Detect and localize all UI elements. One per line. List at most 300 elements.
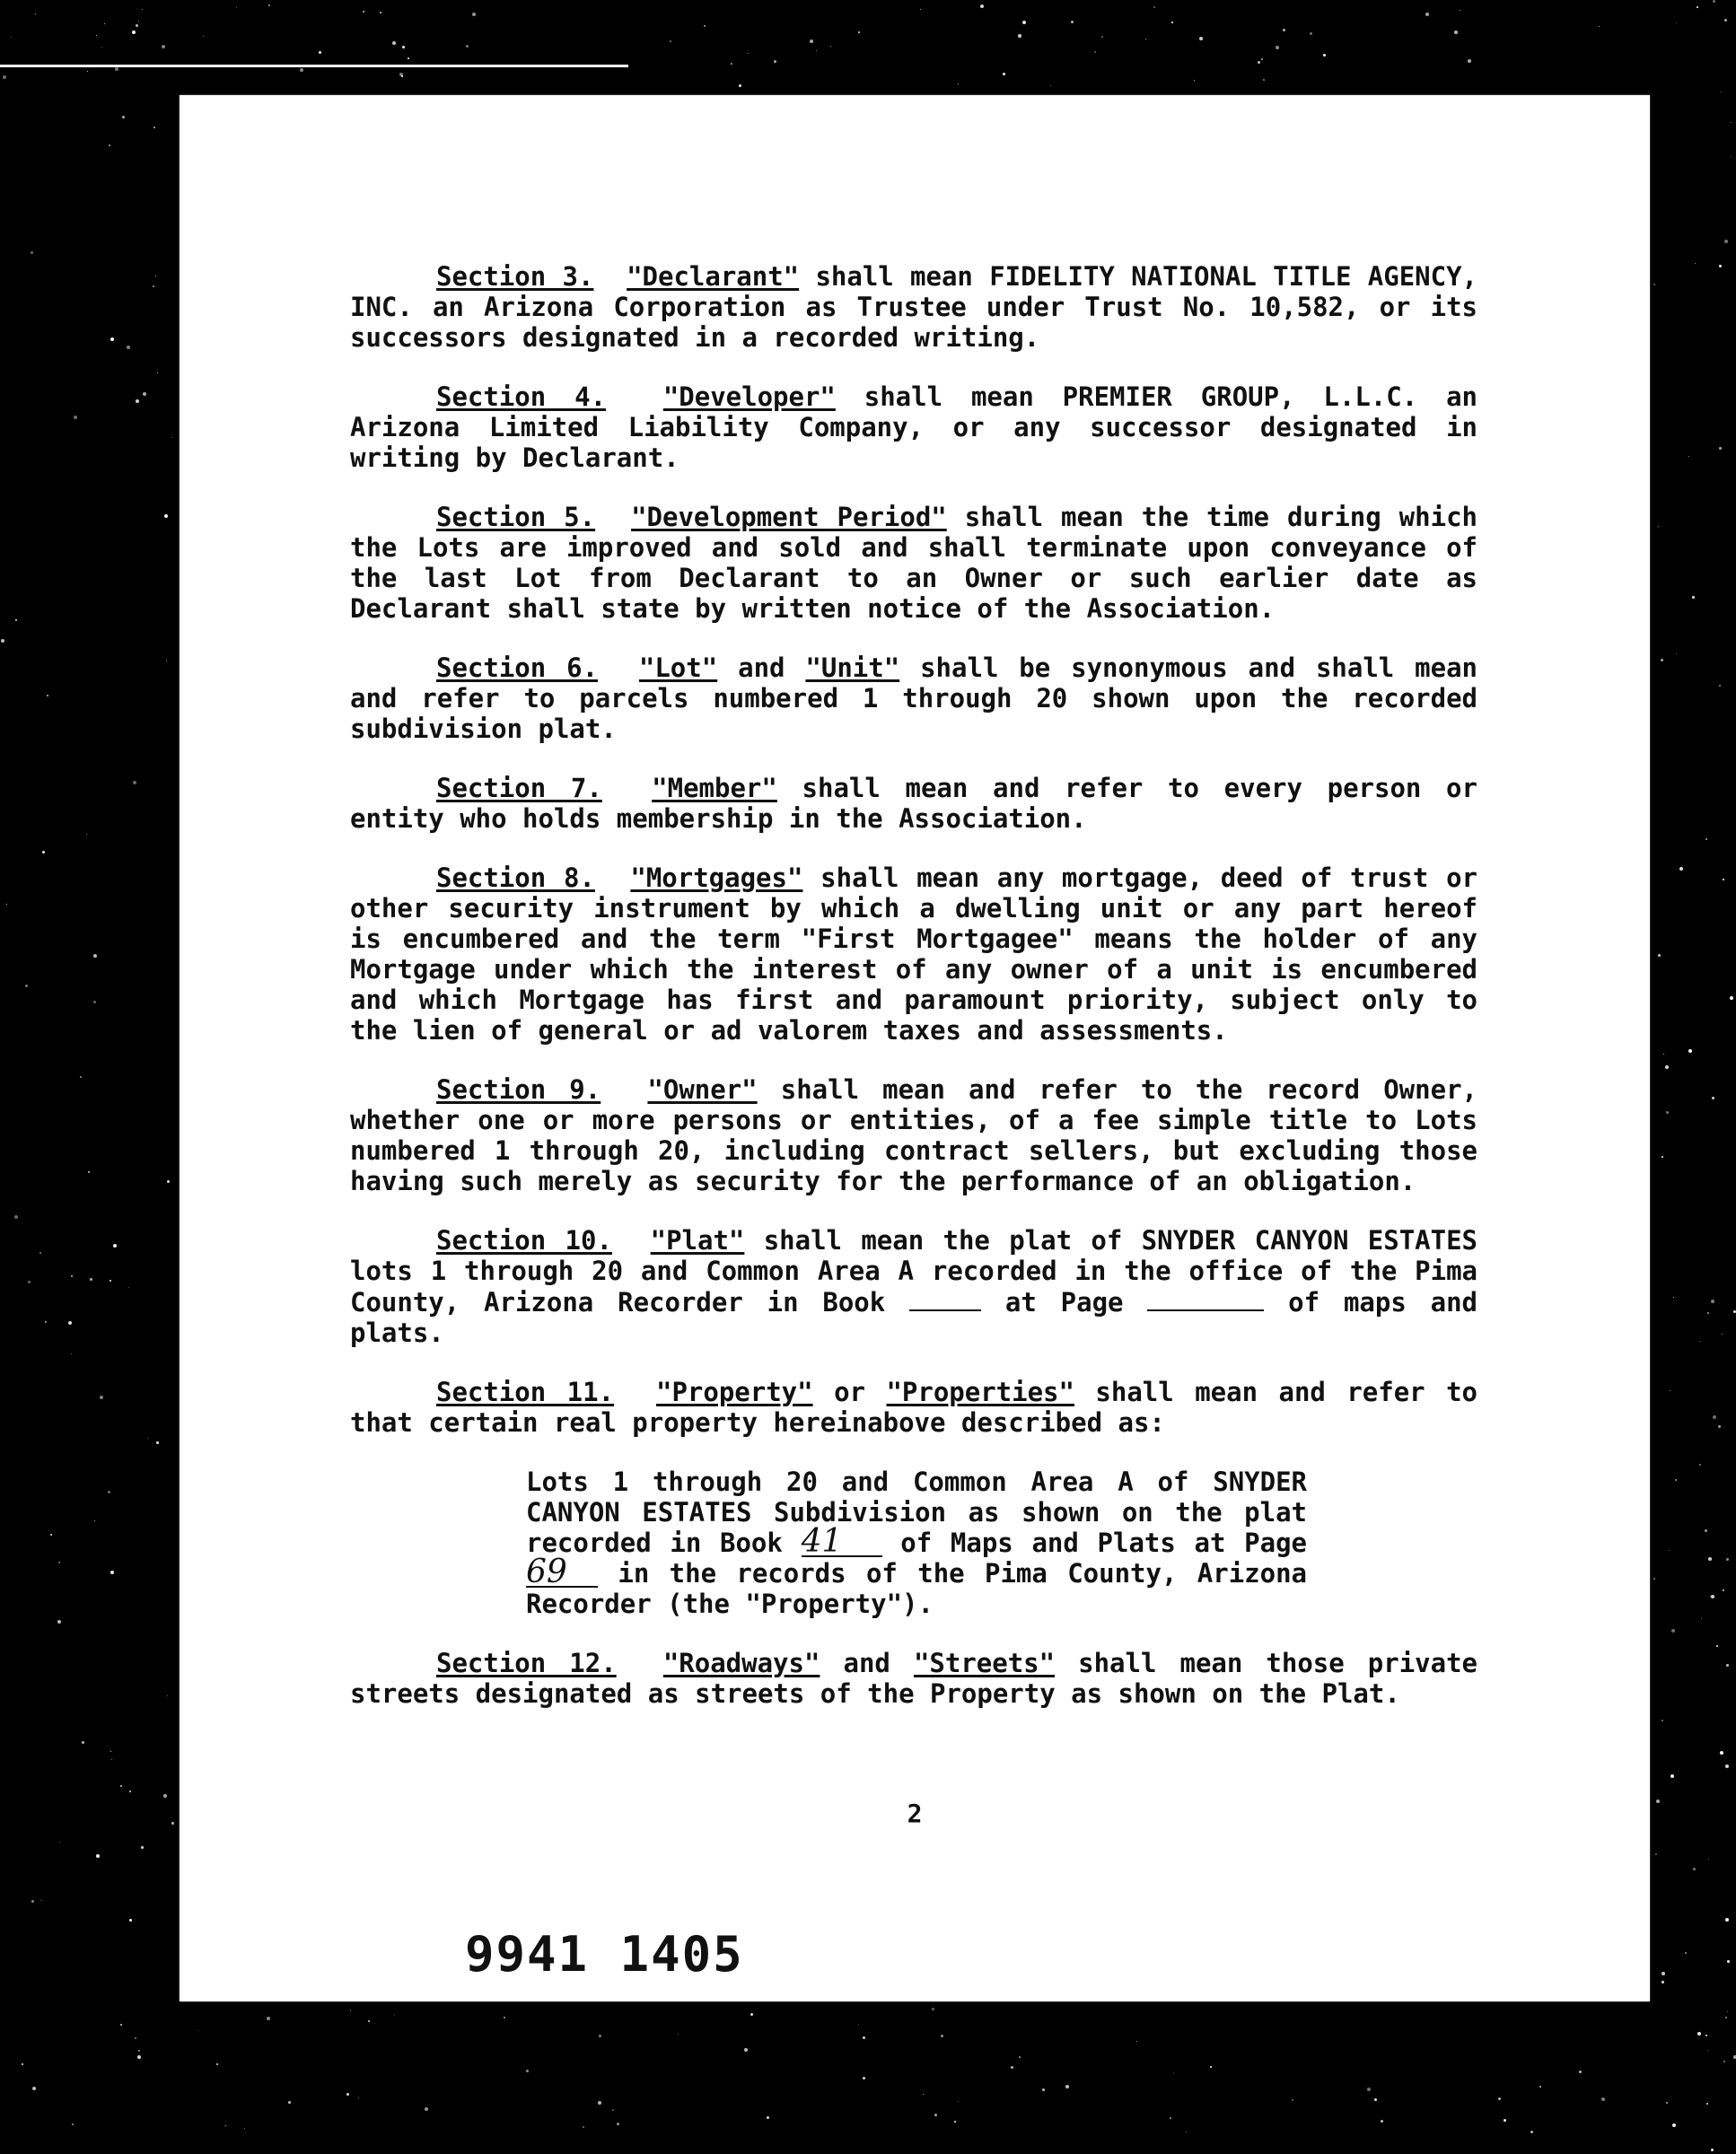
scan-noise-speck	[1283, 29, 1285, 31]
scan-noise-speck	[504, 2017, 505, 2018]
scan-noise-speck	[1658, 526, 1659, 527]
scan-noise-speck	[86, 834, 87, 835]
scan-noise-speck	[858, 2024, 859, 2025]
section-text: shall mean PREMIER GROUP, L.L.C. an Arizona Limited Liability Company, or any successor designated in writing by Declarant.	[350, 381, 1477, 473]
scan-noise-speck	[1655, 1853, 1657, 1855]
scan-noise-speck	[1276, 46, 1279, 49]
scan-noise-speck	[68, 1321, 72, 1325]
scan-noise-speck	[1692, 596, 1695, 599]
handwritten-entry: 41	[802, 1528, 882, 1557]
scan-noise-speck	[1727, 2011, 1728, 2012]
scan-noise-speck	[980, 4, 984, 8]
scan-noise-speck	[932, 2008, 934, 2010]
scan-noise-speck	[153, 127, 155, 128]
recording-number: 9941 1405	[465, 1926, 744, 1983]
scan-noise-speck	[71, 1275, 73, 1277]
scan-noise-speck	[288, 2101, 291, 2104]
scan-noise-speck	[300, 68, 303, 72]
scan-noise-speck	[1730, 996, 1733, 1000]
defined-term: "Streets"	[913, 1648, 1056, 1678]
scan-noise-speck	[1726, 1558, 1729, 1561]
scan-noise-speck	[526, 2070, 529, 2072]
section-text: shall be synonymous and shall mean and refer to parcels numbered 1 through 20 shown upon the recorded subdivision plat.	[350, 652, 1477, 744]
scan-noise-speck	[1323, 54, 1326, 57]
scan-noise-speck	[3, 75, 6, 79]
scan-noise-speck	[816, 50, 817, 51]
scan-noise-speck	[1425, 13, 1429, 16]
document-page	[180, 95, 1650, 2001]
scan-noise-speck	[408, 57, 409, 59]
scan-noise-speck	[1194, 80, 1195, 81]
scan-noise-speck	[1671, 1629, 1675, 1633]
scan-noise-speck	[678, 2034, 679, 2035]
scan-noise-speck	[1658, 954, 1661, 957]
scan-noise-speck	[346, 2093, 349, 2096]
section-text: shall mean FIDELITY NATIONAL TITLE AGENCY, INC. an Arizona Corporation as Trustee under Trust No. 10,582, or its successors designated in a recorded writing.	[350, 261, 1477, 353]
document-body	[350, 261, 1477, 1738]
scan-noise-speck	[1153, 6, 1155, 8]
scan-noise-speck	[127, 346, 130, 349]
scan-noise-speck	[1699, 1464, 1701, 1466]
scan-noise-speck	[1685, 1952, 1687, 1954]
scan-noise-speck	[1676, 653, 1677, 654]
scan-noise-speck	[1707, 1312, 1709, 1314]
section-heading: Section 8.	[436, 862, 595, 893]
scan-noise-speck	[1454, 31, 1458, 34]
scan-noise-speck	[120, 1785, 122, 1787]
scan-noise-speck	[156, 1441, 159, 1444]
scan-noise-speck	[216, 2063, 218, 2065]
scan-noise-speck	[1022, 21, 1026, 24]
scan-noise-speck	[731, 63, 732, 65]
scan-noise-speck	[1003, 73, 1005, 75]
scan-noise-speck	[1731, 156, 1732, 157]
scan-noise-speck	[1498, 2097, 1501, 2100]
scan-noise-speck	[236, 7, 237, 8]
scan-noise-speck	[25, 985, 28, 987]
scan-noise-speck	[110, 1280, 111, 1282]
scan-noise-speck	[1381, 2120, 1383, 2123]
scan-noise-speck	[1693, 1868, 1696, 1870]
scan-noise-speck	[1050, 85, 1051, 86]
scan-noise-speck	[1011, 2066, 1013, 2069]
blank-line	[1147, 1286, 1264, 1311]
scan-noise-speck	[1065, 2085, 1069, 2088]
section-paragraph	[350, 1648, 1477, 1709]
scan-noise-speck	[1719, 447, 1722, 450]
scan-noise-speck	[136, 24, 138, 27]
scan-noise-speck	[1530, 2131, 1533, 2133]
section-paragraph	[350, 773, 1477, 834]
scan-noise-speck	[954, 2121, 956, 2123]
scan-noise-speck	[920, 9, 921, 10]
scan-noise-speck	[137, 2055, 141, 2059]
scan-noise-speck	[319, 51, 321, 54]
scan-noise-speck	[704, 25, 706, 27]
scan-noise-speck	[1705, 838, 1707, 840]
scan-noise-speck	[394, 2014, 395, 2015]
scan-noise-speck	[197, 2030, 198, 2031]
defined-term: "Plat"	[650, 1225, 745, 1256]
scan-noise-speck	[350, 2010, 351, 2011]
scan-noise-speck	[101, 47, 102, 48]
scan-noise-speck	[402, 46, 405, 48]
scan-noise-speck	[466, 45, 469, 48]
scan-noise-speck	[225, 2125, 226, 2126]
scan-noise-speck	[163, 1794, 167, 1798]
scan-noise-speck	[47, 695, 48, 696]
scan-noise-speck	[31, 1900, 34, 1903]
scan-noise-speck	[767, 2116, 769, 2119]
scan-noise-speck	[57, 1620, 61, 1624]
scan-noise-speck	[42, 851, 45, 854]
section-text: of Maps and Plats at Page	[881, 1528, 1307, 1558]
defined-term: "Owner"	[647, 1074, 758, 1105]
scan-noise-speck	[1263, 79, 1265, 81]
defined-term: "Properties"	[886, 1377, 1074, 1407]
scan-noise-speck	[110, 1571, 114, 1574]
scan-noise-speck	[368, 2020, 370, 2022]
scan-noise-speck	[1708, 1859, 1709, 1860]
scan-noise-speck	[171, 1822, 174, 1825]
scan-noise-speck	[1722, 1334, 1723, 1335]
scan-noise-speck	[71, 1353, 72, 1354]
scan-noise-speck	[1673, 1297, 1674, 1298]
defined-term: "Development Period"	[631, 502, 947, 532]
scan-noise-speck	[1724, 19, 1727, 22]
scan-noise-speck	[93, 1001, 96, 1003]
section-paragraph	[350, 862, 1477, 1046]
defined-term: "Declarant"	[627, 261, 800, 292]
scan-noise-speck	[934, 2114, 937, 2116]
section-heading: Section 5.	[436, 502, 596, 532]
scan-noise-speck	[100, 1396, 103, 1399]
scan-noise-speck	[1695, 263, 1696, 264]
scan-noise-speck	[136, 399, 139, 403]
property-description	[526, 1467, 1307, 1619]
scan-noise-speck	[1675, 1479, 1677, 1481]
scan-noise-speck	[1699, 1341, 1700, 1342]
scan-noise-speck	[1725, 2017, 1727, 2018]
scan-noise-speck	[1539, 2086, 1541, 2088]
scan-noise-speck	[1042, 2088, 1045, 2091]
scan-noise-speck	[1672, 2123, 1676, 2127]
scan-noise-speck	[74, 416, 77, 419]
section-heading: Section 11.	[436, 1377, 615, 1407]
scan-noise-speck	[1367, 2088, 1371, 2091]
scan-noise-speck	[858, 31, 860, 33]
section-text: in the records of the Pima County, Arizona Recorder (the "Property").	[526, 1558, 1307, 1619]
section-paragraph	[350, 652, 1477, 744]
scan-noise-speck	[1719, 265, 1722, 267]
scan-noise-speck	[82, 1741, 84, 1744]
scan-noise-speck	[1707, 2050, 1708, 2051]
scan-noise-speck	[1601, 2097, 1605, 2101]
scan-noise-speck	[744, 2048, 748, 2052]
scan-noise-speck	[141, 1846, 144, 1849]
scan-noise-speck	[35, 13, 36, 14]
defined-term: "Unit"	[805, 652, 900, 683]
scan-noise-speck	[958, 83, 959, 84]
scan-noise-speck	[113, 1244, 117, 1248]
scan-noise-speck	[1018, 34, 1021, 38]
section-text: and	[717, 652, 806, 683]
scan-noise-speck	[162, 45, 165, 48]
scan-noise-speck	[1719, 685, 1721, 687]
defined-term: "Developer"	[662, 381, 836, 412]
scan-noise-speck	[363, 11, 364, 13]
scan-noise-speck	[122, 116, 125, 118]
scan-noise-speck	[1688, 1049, 1692, 1053]
scan-noise-speck	[132, 31, 136, 34]
scan-noise-speck	[203, 36, 204, 37]
scan-noise-speck	[670, 40, 671, 42]
scan-noise-speck	[1661, 659, 1663, 661]
scan-noise-speck	[1261, 58, 1263, 60]
scan-noise-speck	[1579, 2071, 1582, 2073]
scan-noise-speck	[1713, 0, 1715, 3]
scan-noise-speck	[472, 13, 476, 16]
scan-noise-speck	[1173, 2073, 1174, 2074]
scan-noise-speck	[739, 84, 741, 87]
scan-noise-speck	[1661, 1720, 1663, 1721]
section-heading: Section 12.	[436, 1648, 617, 1678]
scan-noise-speck	[1258, 61, 1260, 64]
scan-noise-speck	[120, 2024, 122, 2026]
scan-noise-speck	[1720, 1751, 1723, 1755]
scan-noise-speck	[88, 1171, 90, 1173]
scan-noise-speck	[129, 1791, 131, 1792]
scan-noise-speck	[268, 4, 270, 6]
scan-noise-speck	[133, 781, 136, 784]
scan-noise-speck	[1724, 240, 1728, 243]
scan-noise-speck	[1170, 2117, 1171, 2119]
section-text: of maps and plats.	[350, 1287, 1477, 1348]
scan-noise-speck	[617, 2123, 619, 2125]
scan-noise-speck	[167, 1180, 170, 1183]
section-heading: Section 4.	[436, 381, 607, 412]
section-text: or	[812, 1377, 887, 1407]
scan-noise-speck	[941, 2035, 943, 2037]
scan-noise-speck	[1504, 2119, 1506, 2122]
scan-noise-speck	[87, 71, 88, 72]
scan-noise-speck	[1679, 867, 1683, 871]
scan-noise-speck	[1661, 1972, 1665, 1975]
scan-noise-speck	[142, 9, 143, 10]
scan-noise-speck	[748, 53, 749, 54]
scan-noise-speck	[138, 21, 139, 22]
section-paragraph	[350, 381, 1477, 473]
scan-noise-speck	[1653, 1578, 1655, 1580]
scan-noise-speck	[1705, 1529, 1707, 1532]
scan-noise-speck	[50, 1534, 52, 1536]
scan-noise-speck	[15, 619, 17, 621]
scan-noise-speck	[598, 2101, 601, 2105]
scan-noise-speck	[1706, 2103, 1708, 2105]
scan-noise-speck	[1661, 1156, 1663, 1158]
scan-noise-speck	[1713, 1415, 1716, 1419]
scan-noise-speck	[58, 1562, 60, 1563]
scan-noise-speck	[1071, 21, 1074, 23]
scan-noise-speck	[110, 1751, 111, 1752]
scan-noise-speck	[923, 2094, 924, 2095]
scan-noise-speck	[1705, 2035, 1707, 2036]
scan-noise-speck	[810, 39, 813, 43]
defined-term: "Roadways"	[662, 1648, 820, 1678]
scan-noise-speck	[11, 37, 12, 38]
scan-noise-speck	[583, 2126, 584, 2128]
scan-noise-speck	[109, 144, 110, 146]
section-paragraph	[350, 502, 1477, 624]
scan-noise-speck	[157, 372, 158, 373]
scan-noise-speck	[1661, 1981, 1664, 1983]
section-text: shall mean and refer to every person or entity who holds membership in the Association.	[350, 773, 1477, 834]
scan-noise-speck	[1656, 1799, 1660, 1803]
scan-noise-speck	[1727, 1960, 1730, 1963]
scan-noise-speck	[1094, 51, 1096, 53]
scan-noise-speck	[1725, 1918, 1729, 1922]
section-paragraph	[350, 261, 1477, 353]
section-text: and	[820, 1648, 914, 1678]
scan-noise-speck	[1688, 456, 1689, 457]
scan-noise-speck	[380, 12, 381, 13]
scan-noise-speck	[1670, 1774, 1674, 1778]
scan-noise-speck	[93, 954, 97, 958]
scan-noise-speck	[1599, 26, 1600, 27]
scan-noise-speck	[167, 1695, 168, 1696]
section-heading: Section 6.	[436, 652, 599, 683]
scan-noise-speck	[72, 2123, 74, 2125]
scan-noise-speck	[1711, 1300, 1714, 1303]
section-text: shall mean any mortgage, deed of trust or other security instrument by which a dwelling unit or any part hereof is encumbered and the term "First Mortgagee" means the holder of any Mortgage under which the interest of any owner of a unit is encumbered and which Mortgage has first and paramount priority, subject only to the lien of general or ad valorem taxes and assessments.	[350, 862, 1477, 1046]
section-heading: Section 10.	[436, 1225, 612, 1256]
scan-noise-speck	[401, 75, 403, 77]
scan-noise-speck	[96, 35, 97, 36]
scan-noise-speck	[267, 2017, 270, 2020]
scan-noise-speck	[96, 1854, 100, 1858]
section-text: shall mean the plat of SNYDER CANYON ESTATES lots 1 through 20 and Common Area A recorded in the office of the Pima County, Arizona Recorder in Book	[350, 1225, 1478, 1318]
scan-noise-speck	[1725, 1764, 1729, 1768]
scan-noise-speck	[1171, 22, 1173, 23]
scan-noise-speck	[244, 2128, 245, 2129]
scan-noise-speck	[1669, 1550, 1670, 1551]
scan-noise-speck	[1711, 1595, 1714, 1598]
scan-noise-speck	[1310, 32, 1312, 35]
scan-noise-speck	[143, 392, 146, 396]
blank-line	[909, 1286, 981, 1311]
scan-noise-speck	[863, 2036, 865, 2039]
scan-noise-speck	[1210, 2066, 1212, 2068]
scan-noise-speck	[164, 514, 168, 518]
scan-noise-speck	[32, 2087, 36, 2090]
scan-noise-speck	[1653, 284, 1655, 285]
scan-noise-speck	[1136, 2041, 1137, 2042]
scan-noise-speck	[104, 23, 105, 24]
scan-noise-speck	[358, 2097, 359, 2098]
section-paragraph	[350, 1074, 1477, 1196]
handwritten-entry: 69	[526, 1559, 598, 1588]
scan-noise-speck	[1697, 6, 1698, 8]
scan-noise-speck	[392, 41, 396, 45]
scan-noise-speck	[1019, 2056, 1021, 2058]
section-heading: Section 3.	[436, 261, 594, 292]
scan-noise-speck	[28, 1281, 31, 1283]
scan-noise-speck	[1712, 1097, 1714, 1099]
scan-noise-speck	[1292, 2099, 1293, 2101]
section-text: Lots 1 through 20 and Common Area A of SNYDER CANYON ESTATES Subdivision as shown on the plat recorded in Book	[526, 1467, 1307, 1558]
section-text: shall mean and refer to the record Owner, whether one or more persons or entities, of a fee simple title to Lots numbered 1 through 20, including contract sellers, but excluding those having such merely as security for the performance of an obligation.	[350, 1074, 1477, 1196]
scan-noise-speck	[45, 1321, 47, 1323]
section-paragraph	[350, 1377, 1477, 1438]
scan-noise-speck	[94, 1520, 95, 1521]
scan-noise-speck	[14, 1215, 18, 1219]
scan-noise-speck	[1101, 36, 1103, 38]
section-text: shall mean the time during which the Lots are improved and sold and shall terminate upon conveyance of the last Lot from Declarant to an Owner or such earlier date as Declarant shall state by written notice of the Association.	[350, 502, 1477, 624]
scan-noise-speck	[1676, 22, 1677, 23]
defined-term: "Member"	[652, 773, 777, 803]
scan-noise-speck	[128, 1287, 129, 1288]
section-heading: Section 7.	[436, 773, 602, 803]
scan-noise-speck	[39, 1252, 41, 1254]
scan-noise-speck	[1199, 37, 1203, 40]
scan-noise-speck	[1697, 2032, 1701, 2036]
scan-edge-line	[0, 65, 628, 67]
defined-term: "Lot"	[638, 652, 718, 683]
scan-noise-speck	[153, 285, 154, 287]
scan-noise-speck	[830, 46, 831, 47]
scan-noise-speck	[863, 2077, 865, 2080]
section-text: shall mean and refer to that certain real property hereinabove described as:	[350, 1377, 1478, 1438]
scan-noise-speck	[1726, 1664, 1729, 1667]
scan-noise-speck	[1, 639, 4, 643]
scan-noise-speck	[1723, 879, 1724, 880]
scan-noise-speck	[41, 1900, 42, 1901]
scan-noise-speck	[750, 2013, 753, 2016]
scan-noise-speck	[1723, 1589, 1724, 1591]
scan-noise-speck	[1701, 1618, 1702, 1619]
scan-noise-speck	[59, 1842, 60, 1843]
scan-noise-speck	[1666, 1111, 1669, 1114]
scan-noise-speck	[1666, 2102, 1668, 2104]
page-number: 2	[907, 1799, 923, 1828]
scan-noise-speck	[1731, 122, 1732, 123]
scan-noise-speck	[111, 1759, 112, 1760]
scan-noise-speck	[129, 1919, 132, 1922]
scan-noise-speck	[1708, 1557, 1712, 1561]
section-heading: Section 9.	[436, 1074, 601, 1105]
scan-noise-speck	[135, 2037, 136, 2039]
scan-noise-speck	[171, 437, 172, 438]
scan-noise-speck	[774, 60, 776, 63]
scan-noise-speck	[425, 2107, 428, 2111]
scan-noise-speck	[147, 1438, 148, 1439]
scan-noise-speck	[22, 2063, 23, 2065]
scan-noise-speck	[1711, 2149, 1714, 2151]
scan-noise-speck	[1374, 2098, 1377, 2101]
defined-term: "Property"	[656, 1377, 813, 1407]
scan-noise-speck	[1663, 1054, 1664, 1055]
scan-noise-speck	[110, 337, 114, 341]
scan-noise-speck	[80, 1076, 82, 1078]
section-text: shall mean those private streets designated as streets of the Property as shown on the Plat.	[350, 1648, 1477, 1709]
defined-term: "Mortgages"	[630, 862, 803, 893]
section-text: at Page	[981, 1287, 1148, 1318]
scan-noise-speck	[1716, 1645, 1718, 1647]
section-paragraph	[350, 1225, 1477, 1348]
scan-noise-speck	[108, 1491, 110, 1493]
scan-noise-speck	[138, 2050, 140, 2052]
scan-noise-speck	[612, 2109, 614, 2111]
